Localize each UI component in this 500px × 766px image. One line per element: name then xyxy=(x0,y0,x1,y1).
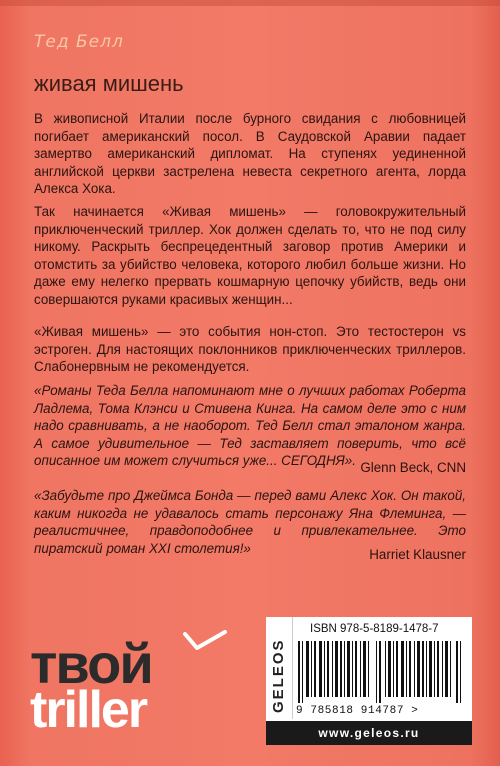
review-source-1: Glenn Beck, CNN xyxy=(360,460,466,475)
author-name: Тед Белл xyxy=(34,32,124,52)
publisher-strip xyxy=(266,617,293,719)
review-quote-2: «Забудьте про Джеймса Бонда — перед вами Алекс Хок. Он такой, каким никогда не удавалось стать персонажу Яна Флеминга, — реалистичнее, правдоподобнее и привлекательнее. Это пиратский роман XXI столетия!» xyxy=(34,488,466,556)
blurb-paragraph-3: «Живая мишень» — это события нон-стоп. Это тестостерон vs эстроген. Для настоящих поклонников приключенческих триллеров. Слабонервным не рекомендуется. xyxy=(34,324,466,375)
book-title: живая мишень xyxy=(34,71,184,96)
blurb-paragraph-2: Так начинается «Живая мишень» — головокружительный приключенческий триллер. Хок должен сделать то, что не под силу никому. Раскрыть беспрецедентный заговор против Америки и отомстить за убийство человека, которого любил больше жизни. Но даже ему нелегко прервать кошмарную цепочку убийств, ведь они совершаются руками красивых женщин... xyxy=(34,204,466,307)
publisher-logo: GELEOS xyxy=(270,638,287,713)
blurb-paragraph-1: В живописной Италии после бурного свидания с любовницей погибает американский посол. В Саудовской Аравии падает замертво американский дипломат. На ступенях уединенной английской церкви застрелена невеста секретного агента, лорда Алекса Хока. xyxy=(34,111,466,197)
review-source-2: Harriet Klausner xyxy=(369,547,466,562)
review-quote-1: «Романы Теда Белла напоминают мне о лучших работах Роберта Ладлема, Тома Клэнси и Стивена Кинга. На самом деле это с ним надо сравнивать, а не наоборот. Тед Белл стал эталоном жанра. А самое удивительное — Тед заставляет поверить, что всё описанное им может случиться уже... СЕГОДНЯ». xyxy=(34,383,466,469)
publisher-website: www.geleos.ru xyxy=(266,721,472,745)
barcode-block xyxy=(266,617,472,745)
barcode-icon xyxy=(296,641,466,703)
check-mark-icon xyxy=(183,630,227,652)
series-logo-line2: triller xyxy=(30,681,147,739)
series-logo-line1: твой xyxy=(30,632,152,695)
cover-top-edge xyxy=(0,0,500,6)
barcode-digits: 9 785818 914787 > xyxy=(296,705,419,717)
isbn-text: ISBN 978-5-8189-1478-7 xyxy=(310,623,439,635)
